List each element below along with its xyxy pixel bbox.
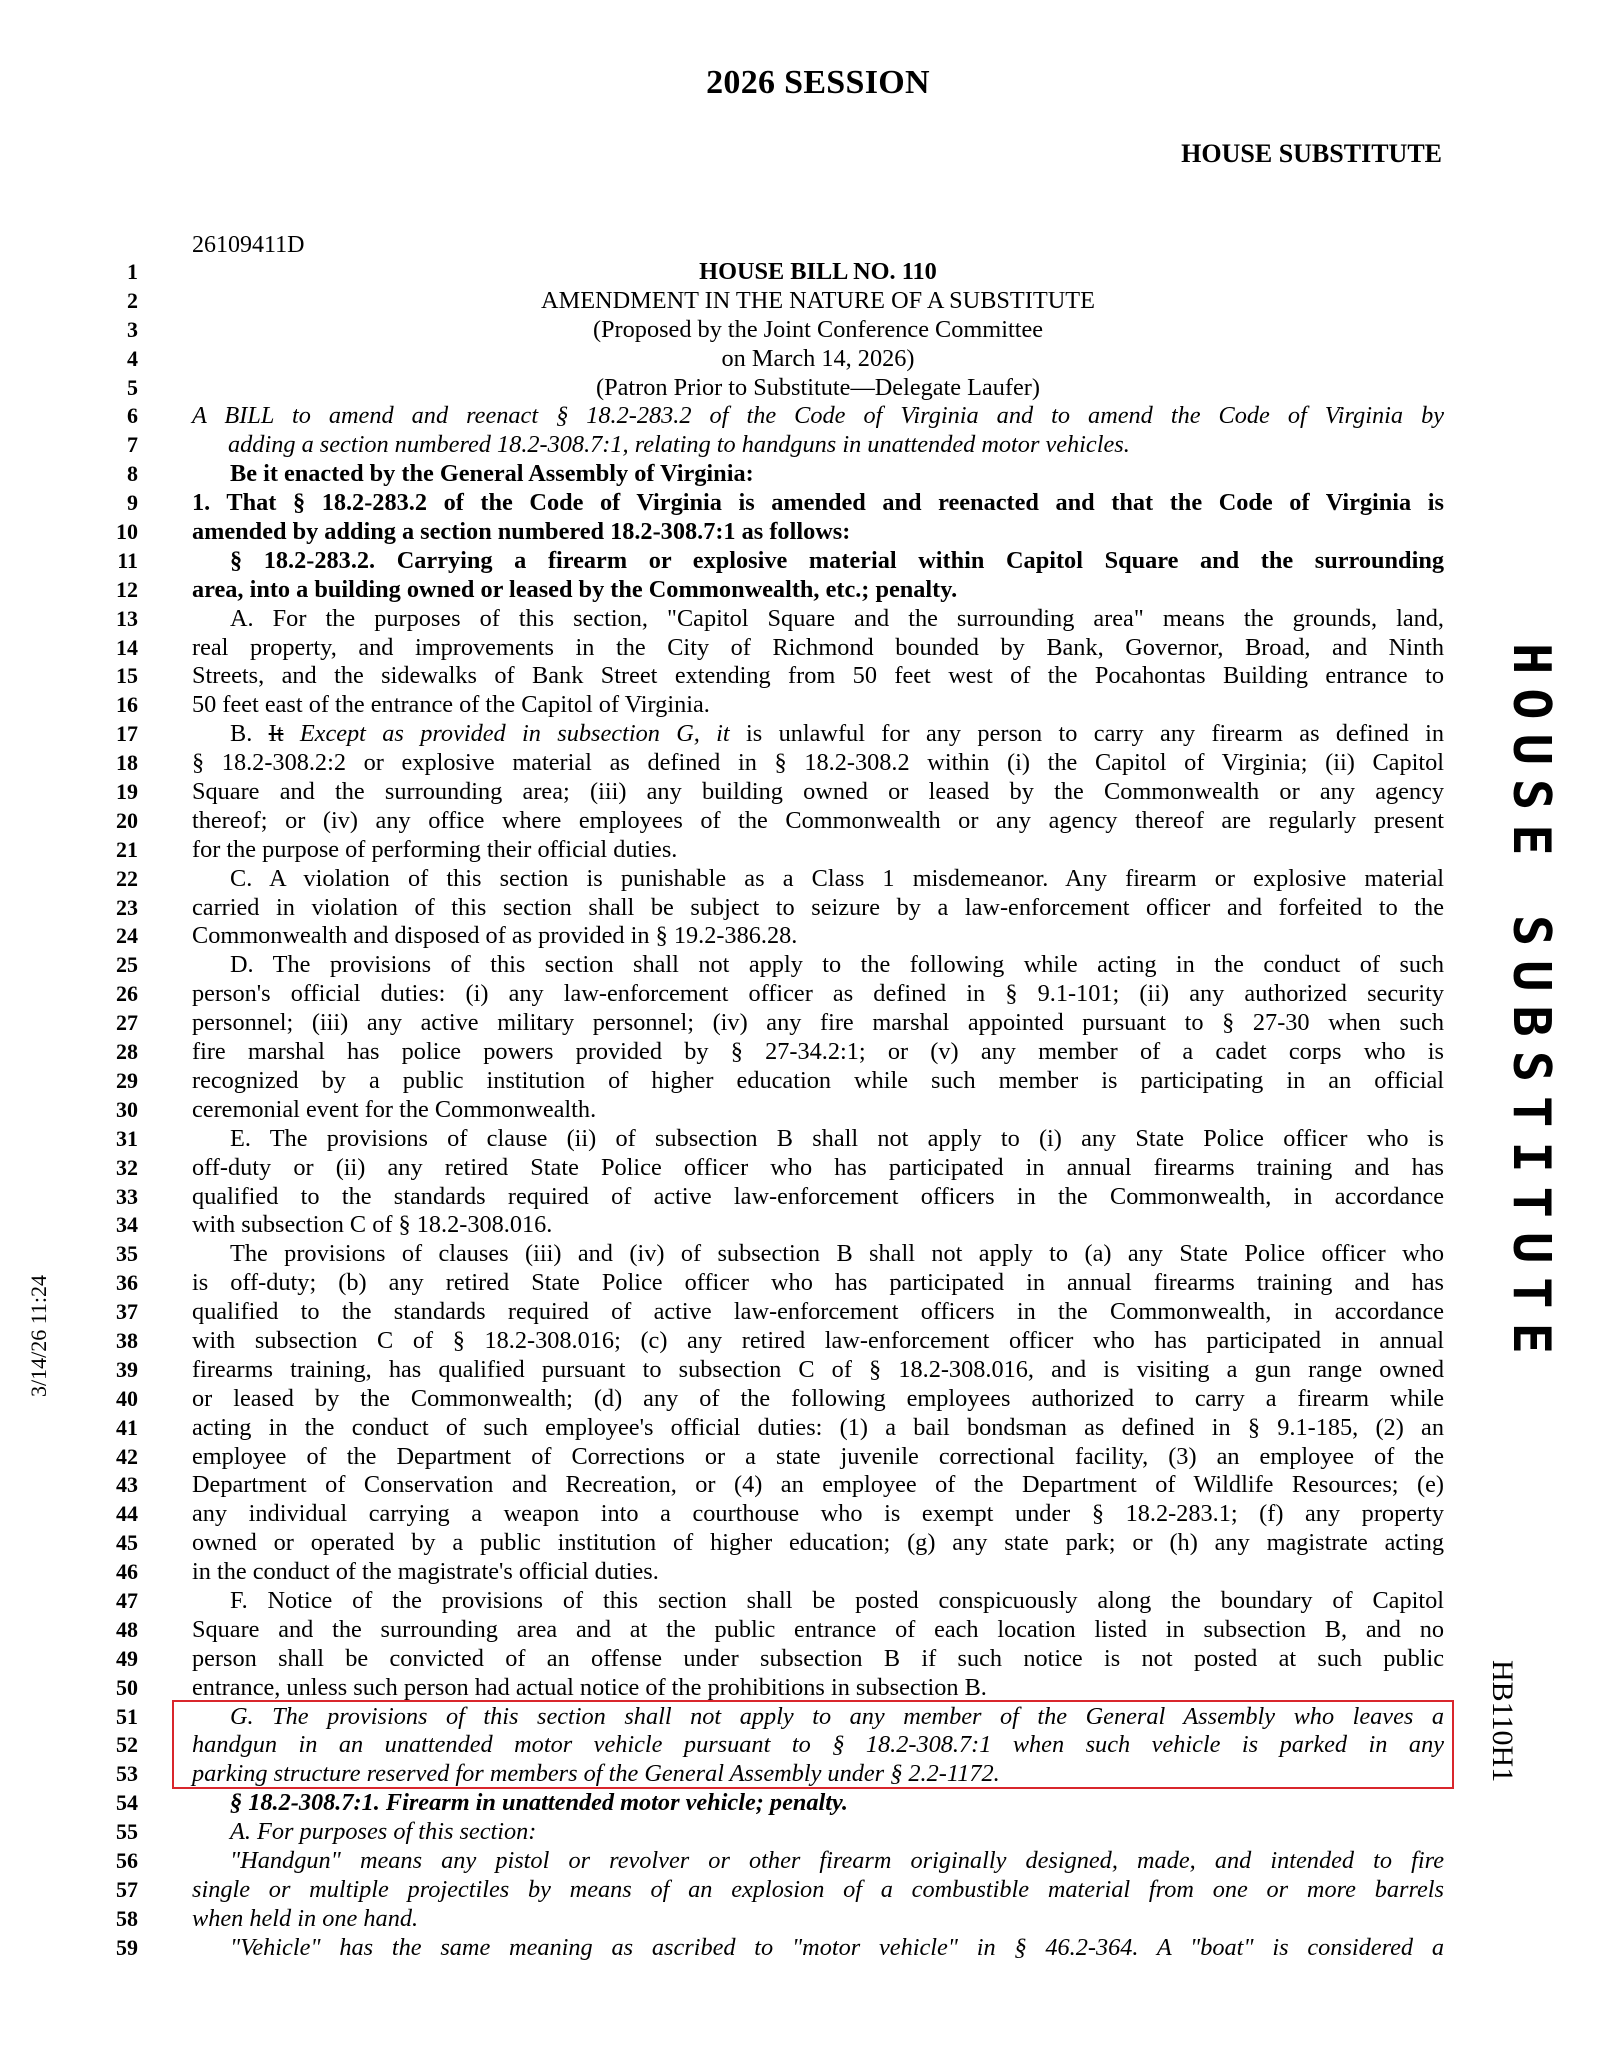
section-heading: § 18.2-308.7:1. Firearm in unattended motor vehicle; penalty. <box>230 1789 848 1817</box>
line-number: 38 <box>116 1327 138 1353</box>
line-text: § 18.2-308.2:2 or explosive material as defined in § 18.2-308.2 within (i) the Capitol of Virginia; (ii) Capitol <box>192 749 1444 777</box>
line-text: employee of the Department of Corrections or a state juvenile correctional facility, (3) an employee of the <box>192 1442 1444 1470</box>
bill-line <box>0 1443 1600 1472</box>
line-number: 10 <box>116 519 138 545</box>
bill-line <box>0 1587 1600 1616</box>
line-number: 31 <box>116 1125 138 1151</box>
line-number: 53 <box>116 1761 138 1787</box>
line-text: recognized by a public institution of higher education while such member is participating in an official <box>192 1066 1444 1094</box>
inserted-text: "Handgun" means any pistol or revolver or other firearm originally designed, made, and intended to fire <box>230 1846 1444 1874</box>
bill-line <box>0 576 1600 605</box>
bill-number: HOUSE BILL NO. 110 <box>699 258 937 285</box>
bill-text <box>0 258 1600 1963</box>
line-number: 13 <box>116 605 138 631</box>
bill-line <box>0 1067 1600 1096</box>
line-number: 45 <box>116 1530 138 1556</box>
session-title: 2026 SESSION <box>706 64 930 101</box>
bill-line <box>0 1327 1600 1356</box>
bill-line <box>0 1385 1600 1414</box>
bill-line <box>0 749 1600 778</box>
line-text: Commonwealth and disposed of as provided in § 19.2-386.28. <box>192 922 798 950</box>
line-number: 50 <box>116 1674 138 1700</box>
line-text: firearms training, has qualified pursuant to subsection C of § 18.2-308.016, and is visiting a gun range owned <box>192 1355 1444 1383</box>
line-text: real property, and improvements in the City of Richmond bounded by Bank, Governor, Broad, and Ninth <box>192 633 1444 661</box>
bill-line <box>0 1269 1600 1298</box>
line-text: carried in violation of this section shall be subject to seizure by a law-enforcement officer and forfeited to the <box>192 893 1444 921</box>
line-text: person shall be convicted of an offense under subsection B if such notice is not posted at such public <box>192 1644 1444 1672</box>
line-number: 24 <box>116 923 138 949</box>
line-text: entrance, unless such person had actual notice of the prohibitions in subsection B. <box>192 1673 987 1701</box>
line-number: 56 <box>116 1847 138 1873</box>
line-number: 20 <box>116 807 138 833</box>
line-number: 21 <box>116 836 138 862</box>
inserted-text: when held in one hand. <box>192 1904 419 1932</box>
line-number: 26 <box>116 981 138 1007</box>
line-number: 6 <box>127 403 138 429</box>
bill-line <box>0 1096 1600 1125</box>
line-number: 35 <box>116 1241 138 1267</box>
line-number: 34 <box>116 1212 138 1238</box>
bill-line <box>0 807 1600 836</box>
line-number: 37 <box>116 1299 138 1325</box>
bill-line <box>0 1645 1600 1674</box>
side-stamp: HOUSE SUBSTITUTE <box>1501 643 1561 1368</box>
bill-line <box>0 1414 1600 1443</box>
text-run: B. <box>230 720 269 748</box>
bill-line <box>0 1731 1600 1760</box>
line-text: thereof; or (iv) any office where employees of the Commonwealth or any agency thereof are regularly present <box>192 806 1444 834</box>
line-text: C. A violation of this section is punishable as a Class 1 misdemeanor. Any firearm or explosive material <box>230 864 1444 892</box>
bill-line <box>0 287 1600 316</box>
line-text: (Proposed by the Joint Conference Committee <box>592 315 1044 343</box>
struck-text: It <box>268 720 284 748</box>
line-text: Department of Conservation and Recreation, or (4) an employee of the Department of Wildlife Resources; (e) <box>192 1471 1444 1499</box>
line-number: 55 <box>116 1819 138 1845</box>
bill-line <box>0 662 1600 691</box>
line-text: adding a section numbered 18.2-308.7:1, relating to handguns in unattended motor vehicles. <box>228 431 1130 459</box>
bill-line <box>0 894 1600 923</box>
bill-line <box>0 431 1600 460</box>
bill-line <box>0 605 1600 634</box>
line-text: A. For the purposes of this section, "Capitol Square and the surrounding area" means the grounds, land, <box>230 604 1444 632</box>
line-text: on March 14, 2026) <box>721 344 915 372</box>
line-number: 17 <box>116 721 138 747</box>
line-number: 9 <box>127 490 138 516</box>
line-number: 1 <box>127 259 138 284</box>
line-number: 40 <box>116 1385 138 1411</box>
line-text: F. Notice of the provisions of this section shall be posted conspicuously along the boundary of Capitol <box>230 1586 1444 1614</box>
line-text: off-duty or (ii) any retired State Police officer who has participated in annual firearms training and has <box>192 1153 1444 1181</box>
bill-line <box>0 402 1600 431</box>
line-number: 16 <box>116 692 138 718</box>
line-number: 54 <box>116 1790 138 1816</box>
line-text: Streets, and the sidewalks of Bank Street extending from 50 feet west of the Pocahontas Building entrance to <box>192 662 1444 690</box>
line-number: 57 <box>116 1876 138 1902</box>
bill-line <box>0 1529 1600 1558</box>
line-number: 43 <box>116 1472 138 1498</box>
inserted-text: parking structure reserved for members of the General Assembly under § 2.2-1172. <box>192 1760 1000 1788</box>
line-text: ceremonial event for the Commonwealth. <box>192 1095 597 1123</box>
line-text: amended by adding a section numbered 18.2-308.7:1 as follows: <box>192 518 851 546</box>
line-number: 29 <box>116 1067 138 1093</box>
line-text: qualified to the standards required of active law-enforcement officers in the Commonwealth, in accordance <box>192 1298 1444 1326</box>
line-number: 8 <box>127 461 138 487</box>
bill-line <box>0 1703 1600 1732</box>
bill-line <box>0 1934 1600 1963</box>
bill-line <box>0 951 1600 980</box>
line-number: 23 <box>116 894 138 920</box>
line-number: 30 <box>116 1096 138 1122</box>
bill-line <box>0 1471 1600 1500</box>
inserted-text: Except as provided in subsection G, it <box>283 720 730 748</box>
line-number: 18 <box>116 750 138 776</box>
bill-line <box>0 1818 1600 1847</box>
line-number: 5 <box>127 374 138 400</box>
line-number: 51 <box>116 1703 138 1729</box>
line-text: owned or operated by a public institution of higher education; (g) any state park; or (h) any magistrate acting <box>192 1529 1444 1557</box>
line-text <box>192 720 1444 749</box>
line-text: A BILL to amend and reenact § 18.2-283.2 of the Code of Virginia and to amend the Code of Virginia by <box>192 402 1444 430</box>
line-text: qualified to the standards required of active law-enforcement officers in the Commonwealth, in accordance <box>192 1182 1444 1210</box>
line-number: 42 <box>116 1443 138 1469</box>
line-number: 4 <box>127 345 138 371</box>
line-number: 2 <box>127 287 138 313</box>
line-text: with subsection C of § 18.2-308.016; (c) any retired law-enforcement officer who has participated in annual <box>192 1326 1444 1354</box>
line-text: in the conduct of the magistrate's official duties. <box>192 1558 659 1586</box>
line-number: 12 <box>116 576 138 602</box>
line-number: 28 <box>116 1039 138 1065</box>
line-number: 41 <box>116 1414 138 1440</box>
line-number: 7 <box>127 432 138 458</box>
line-number: 59 <box>116 1934 138 1960</box>
bill-line <box>0 460 1600 489</box>
line-text: is off-duty; (b) any retired State Police officer who has participated in annual firearms training and has <box>192 1269 1444 1297</box>
line-text: Square and the surrounding area; (iii) any building owned or leased by the Commonwealth or any agency <box>192 778 1444 806</box>
line-text: any individual carrying a weapon into a courthouse who is exempt under § 18.2-283.1; (f) any property <box>192 1500 1444 1528</box>
side-timestamp: 3/14/26 11:24 <box>26 1275 51 1398</box>
line-number: 46 <box>116 1559 138 1585</box>
line-text: Square and the surrounding area and at the public entrance of each location listed in subsection B, and no <box>192 1615 1444 1643</box>
bill-line <box>0 547 1600 576</box>
bill-line <box>0 345 1600 374</box>
line-text: (Patron Prior to Substitute—Delegate Laufer) <box>596 373 1040 401</box>
line-number: 11 <box>117 547 138 573</box>
line-number: 49 <box>116 1645 138 1671</box>
inserted-text: "Vehicle" has the same meaning as ascribed to "motor vehicle" in § 46.2-364. A "boat" is considered a <box>230 1933 1444 1961</box>
bill-line <box>0 1674 1600 1703</box>
line-text: for the purpose of performing their official duties. <box>192 835 678 863</box>
bill-line <box>0 1500 1600 1529</box>
line-text: personnel; (iii) any active military personnel; (iv) any fire marshal appointed pursuant to § 27-30 when such <box>192 1009 1444 1037</box>
line-text: AMENDMENT IN THE NATURE OF A SUBSTITUTE <box>541 286 1095 314</box>
bill-line <box>0 1125 1600 1154</box>
bill-line <box>0 1356 1600 1385</box>
bill-line <box>0 691 1600 720</box>
line-number: 3 <box>127 316 138 342</box>
bill-line <box>0 1009 1600 1038</box>
line-number: 25 <box>116 952 138 978</box>
line-number: 44 <box>116 1501 138 1527</box>
line-number: 47 <box>116 1587 138 1613</box>
bill-line <box>0 1789 1600 1818</box>
bill-line <box>0 1616 1600 1645</box>
bill-line <box>0 316 1600 345</box>
line-number: 48 <box>116 1616 138 1642</box>
inserted-text: handgun in an unattended motor vehicle pursuant to § 18.2-308.7:1 when such vehicle is parked in any <box>192 1731 1444 1759</box>
side-bill-code: HB110H1 <box>1486 1660 1519 1783</box>
line-text: 1. That § 18.2-283.2 of the Code of Virginia is amended and reenacted and that the Code of Virginia is <box>192 489 1444 517</box>
line-number: 27 <box>116 1010 138 1036</box>
bill-line <box>0 634 1600 663</box>
line-text: The provisions of clauses (iii) and (iv) of subsection B shall not apply to (a) any State Police officer who <box>230 1240 1444 1268</box>
line-text: fire marshal has police powers provided by § 27-34.2:1; or (v) any member of a cadet corps who is <box>192 1038 1444 1066</box>
line-number: 32 <box>116 1154 138 1180</box>
bill-line <box>0 1038 1600 1067</box>
line-text: E. The provisions of clause (ii) of subsection B shall not apply to (i) any State Police officer who is <box>230 1124 1444 1152</box>
bill-line <box>0 1876 1600 1905</box>
line-text: or leased by the Commonwealth; (d) any of the following employees authorized to carry a firearm while <box>192 1384 1444 1412</box>
line-number: 19 <box>116 779 138 805</box>
line-text: 50 feet east of the entrance of the Capitol of Virginia. <box>192 691 710 719</box>
bill-line <box>0 1183 1600 1212</box>
bill-line <box>0 1240 1600 1269</box>
bill-line <box>0 489 1600 518</box>
line-number: 36 <box>116 1270 138 1296</box>
line-text: § 18.2-283.2. Carrying a firearm or explosive material within Capitol Square and the surrounding <box>230 546 1444 574</box>
document-id: 26109411D <box>192 232 305 258</box>
line-number: 33 <box>116 1183 138 1209</box>
bill-line <box>0 836 1600 865</box>
line-text: Be it enacted by the General Assembly of Virginia: <box>230 460 754 488</box>
bill-line <box>0 1847 1600 1876</box>
bill-line <box>0 1558 1600 1587</box>
line-number: 14 <box>116 634 138 660</box>
bill-line <box>0 258 1600 287</box>
line-text: area, into a building owned or leased by the Commonwealth, etc.; penalty. <box>192 575 958 603</box>
bill-line <box>0 1298 1600 1327</box>
bill-line <box>0 374 1600 403</box>
bill-line <box>0 778 1600 807</box>
line-text: acting in the conduct of such employee's official duties: (1) a bail bondsman as defined in § 9.1-185, (2) an <box>192 1413 1444 1441</box>
line-number: 39 <box>116 1356 138 1382</box>
bill-line <box>0 720 1600 749</box>
bill-line <box>0 518 1600 547</box>
bill-line <box>0 1211 1600 1240</box>
inserted-text: A. For purposes of this section: <box>230 1818 537 1846</box>
bill-line <box>0 1154 1600 1183</box>
line-text: D. The provisions of this section shall not apply to the following while acting in the conduct of such <box>230 951 1444 979</box>
line-number: 52 <box>116 1732 138 1758</box>
inserted-text: single or multiple projectiles by means of an explosion of a combustible material from one or more barrels <box>192 1875 1444 1903</box>
bill-line <box>0 980 1600 1009</box>
inserted-text: G. The provisions of this section shall not apply to any member of the General Assembly who leaves a <box>230 1702 1444 1730</box>
bill-line <box>0 865 1600 894</box>
bill-line <box>0 1905 1600 1934</box>
line-text: with subsection C of § 18.2-308.016. <box>192 1211 553 1239</box>
line-number: 58 <box>116 1905 138 1931</box>
bill-line <box>0 1760 1600 1789</box>
text-run: is unlawful for any person to carry any firearm as defined in <box>729 720 1445 748</box>
line-text: person's official duties: (i) any law-enforcement officer as defined in § 9.1-101; (ii) any authorized security <box>192 980 1444 1008</box>
line-number: 22 <box>116 865 138 891</box>
bill-line <box>0 922 1600 951</box>
substitute-label: HOUSE SUBSTITUTE <box>1181 139 1442 168</box>
line-number: 15 <box>116 663 138 689</box>
